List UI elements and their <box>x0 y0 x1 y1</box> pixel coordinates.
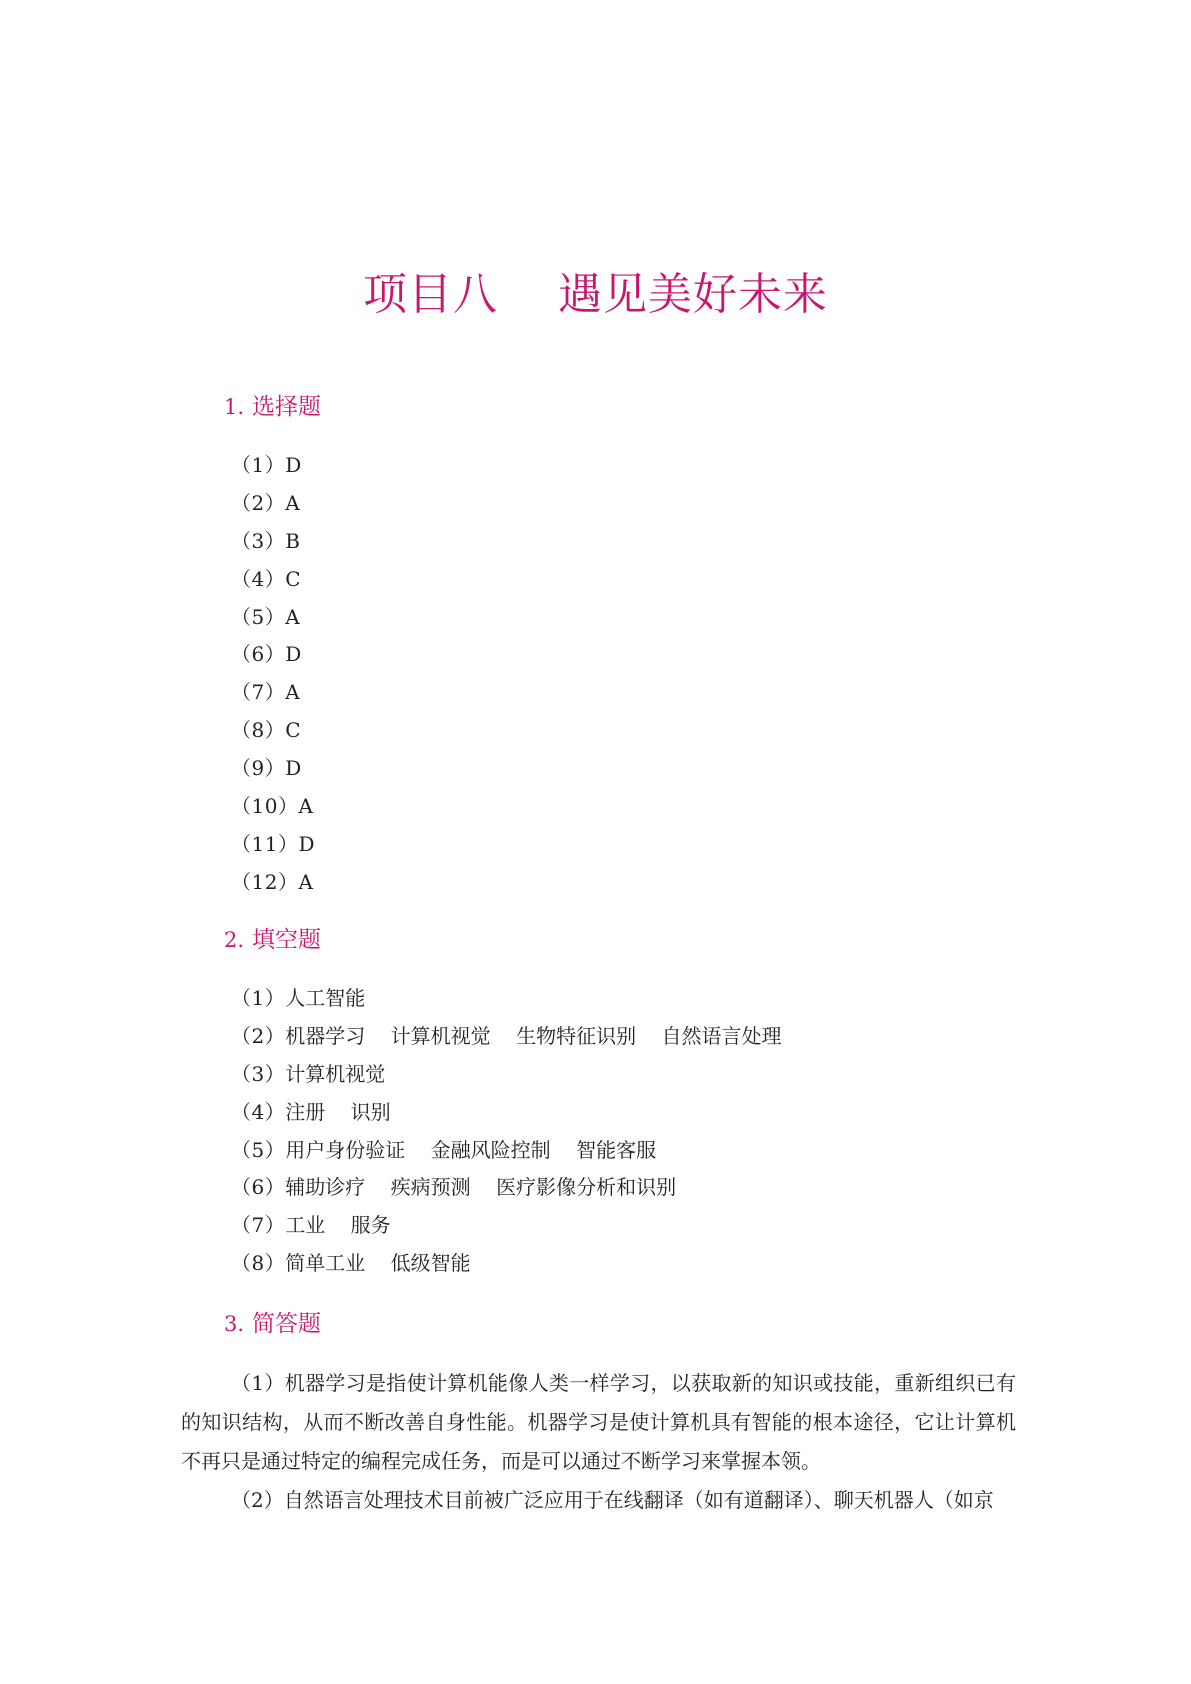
item-answer: A <box>298 794 313 819</box>
item-answer: 计算机视觉 <box>285 1061 386 1086</box>
item-answer: 用户身份验证 金融风险控制 智能客服 <box>285 1137 657 1162</box>
item-index: （7） <box>231 1213 286 1238</box>
section-number: 3. <box>224 1312 245 1336</box>
list-item <box>231 1245 782 1283</box>
item-answer: A <box>285 680 300 705</box>
list-item <box>231 1169 782 1207</box>
list-item <box>231 485 315 523</box>
list-item <box>231 561 315 599</box>
item-index: （11） <box>231 831 299 856</box>
list-item <box>231 826 315 864</box>
page-title: 项目八 遇见美好未来 <box>363 269 828 320</box>
list-item <box>231 864 315 902</box>
item-answer: 辅助诊疗 疾病预测 医疗影像分析和识别 <box>285 1175 677 1200</box>
item-answer: 人工智能 <box>285 986 366 1010</box>
item-index: （3） <box>231 528 286 553</box>
list-item <box>231 674 315 712</box>
answer-paragraph: （1）机器学习是指使计算机能像人类一样学习，以获取新的知识或技能，重新组织已有的知识结构，从而不断改善自身性能。机器学习是使计算机具有智能的根本途径，它让计算机不再只是通过特定的编程完成任务，而是可以通过不断学习来掌握本领。 <box>181 1371 1016 1473</box>
item-answer: A <box>285 604 300 629</box>
choice-answer-list <box>231 447 315 902</box>
item-index: （6） <box>231 642 286 667</box>
item-index: （4） <box>231 1099 286 1124</box>
item-answer: C <box>285 718 301 743</box>
item-answer: 工业 服务 <box>285 1213 391 1238</box>
list-item <box>231 636 315 674</box>
section-heading-short <box>224 1309 321 1339</box>
item-index: （1） <box>231 986 286 1010</box>
list-item <box>231 1056 782 1094</box>
item-answer: D <box>285 756 302 781</box>
list-item <box>231 788 315 826</box>
list-item <box>231 1207 782 1245</box>
list-item <box>231 712 315 750</box>
item-answer: C <box>285 566 301 591</box>
item-index: （12） <box>231 869 299 894</box>
item-answer: D <box>298 831 315 856</box>
section-title: 简答题 <box>252 1311 322 1337</box>
item-answer: A <box>298 869 313 894</box>
item-index: （4） <box>231 566 286 591</box>
item-index: （9） <box>231 756 286 781</box>
fill-answer-list <box>231 980 782 1283</box>
item-answer: A <box>285 490 300 515</box>
item-index: （8） <box>231 1251 286 1276</box>
answer-paragraph: （2）自然语言处理技术目前被广泛应用于在线翻译（如有道翻译）、聊天机器人（如京 <box>231 1488 994 1512</box>
item-answer: 简单工业 低级智能 <box>285 1251 471 1276</box>
item-index: （10） <box>231 794 299 819</box>
item-index: （5） <box>231 1137 286 1162</box>
section-heading-choice <box>224 392 321 422</box>
list-item <box>231 1094 782 1132</box>
item-index: （3） <box>231 1061 286 1086</box>
section-title: 选择题 <box>252 394 322 420</box>
item-answer: D <box>285 453 302 477</box>
list-item <box>231 599 315 637</box>
list-item <box>231 750 315 788</box>
item-index: （2） <box>231 490 286 515</box>
item-answer: B <box>285 528 300 553</box>
item-index: （8） <box>231 718 286 743</box>
item-index: （6） <box>231 1175 286 1200</box>
list-item <box>231 1132 782 1170</box>
item-answer: 注册 识别 <box>285 1099 391 1124</box>
list-item <box>231 523 315 561</box>
section-number: 1. <box>224 395 245 419</box>
section-number: 2. <box>224 928 245 952</box>
item-index: （2） <box>231 1023 286 1048</box>
item-index: （7） <box>231 680 286 705</box>
section-heading-fill <box>224 925 321 955</box>
section-title: 填空题 <box>252 927 322 953</box>
item-index: （5） <box>231 604 286 629</box>
item-index: （1） <box>231 453 286 477</box>
item-answer: D <box>285 642 302 667</box>
list-item <box>231 1018 782 1056</box>
list-item <box>231 447 315 485</box>
item-answer: 机器学习 计算机视觉 生物特征识别 自然语言处理 <box>285 1023 782 1048</box>
list-item <box>231 980 782 1018</box>
